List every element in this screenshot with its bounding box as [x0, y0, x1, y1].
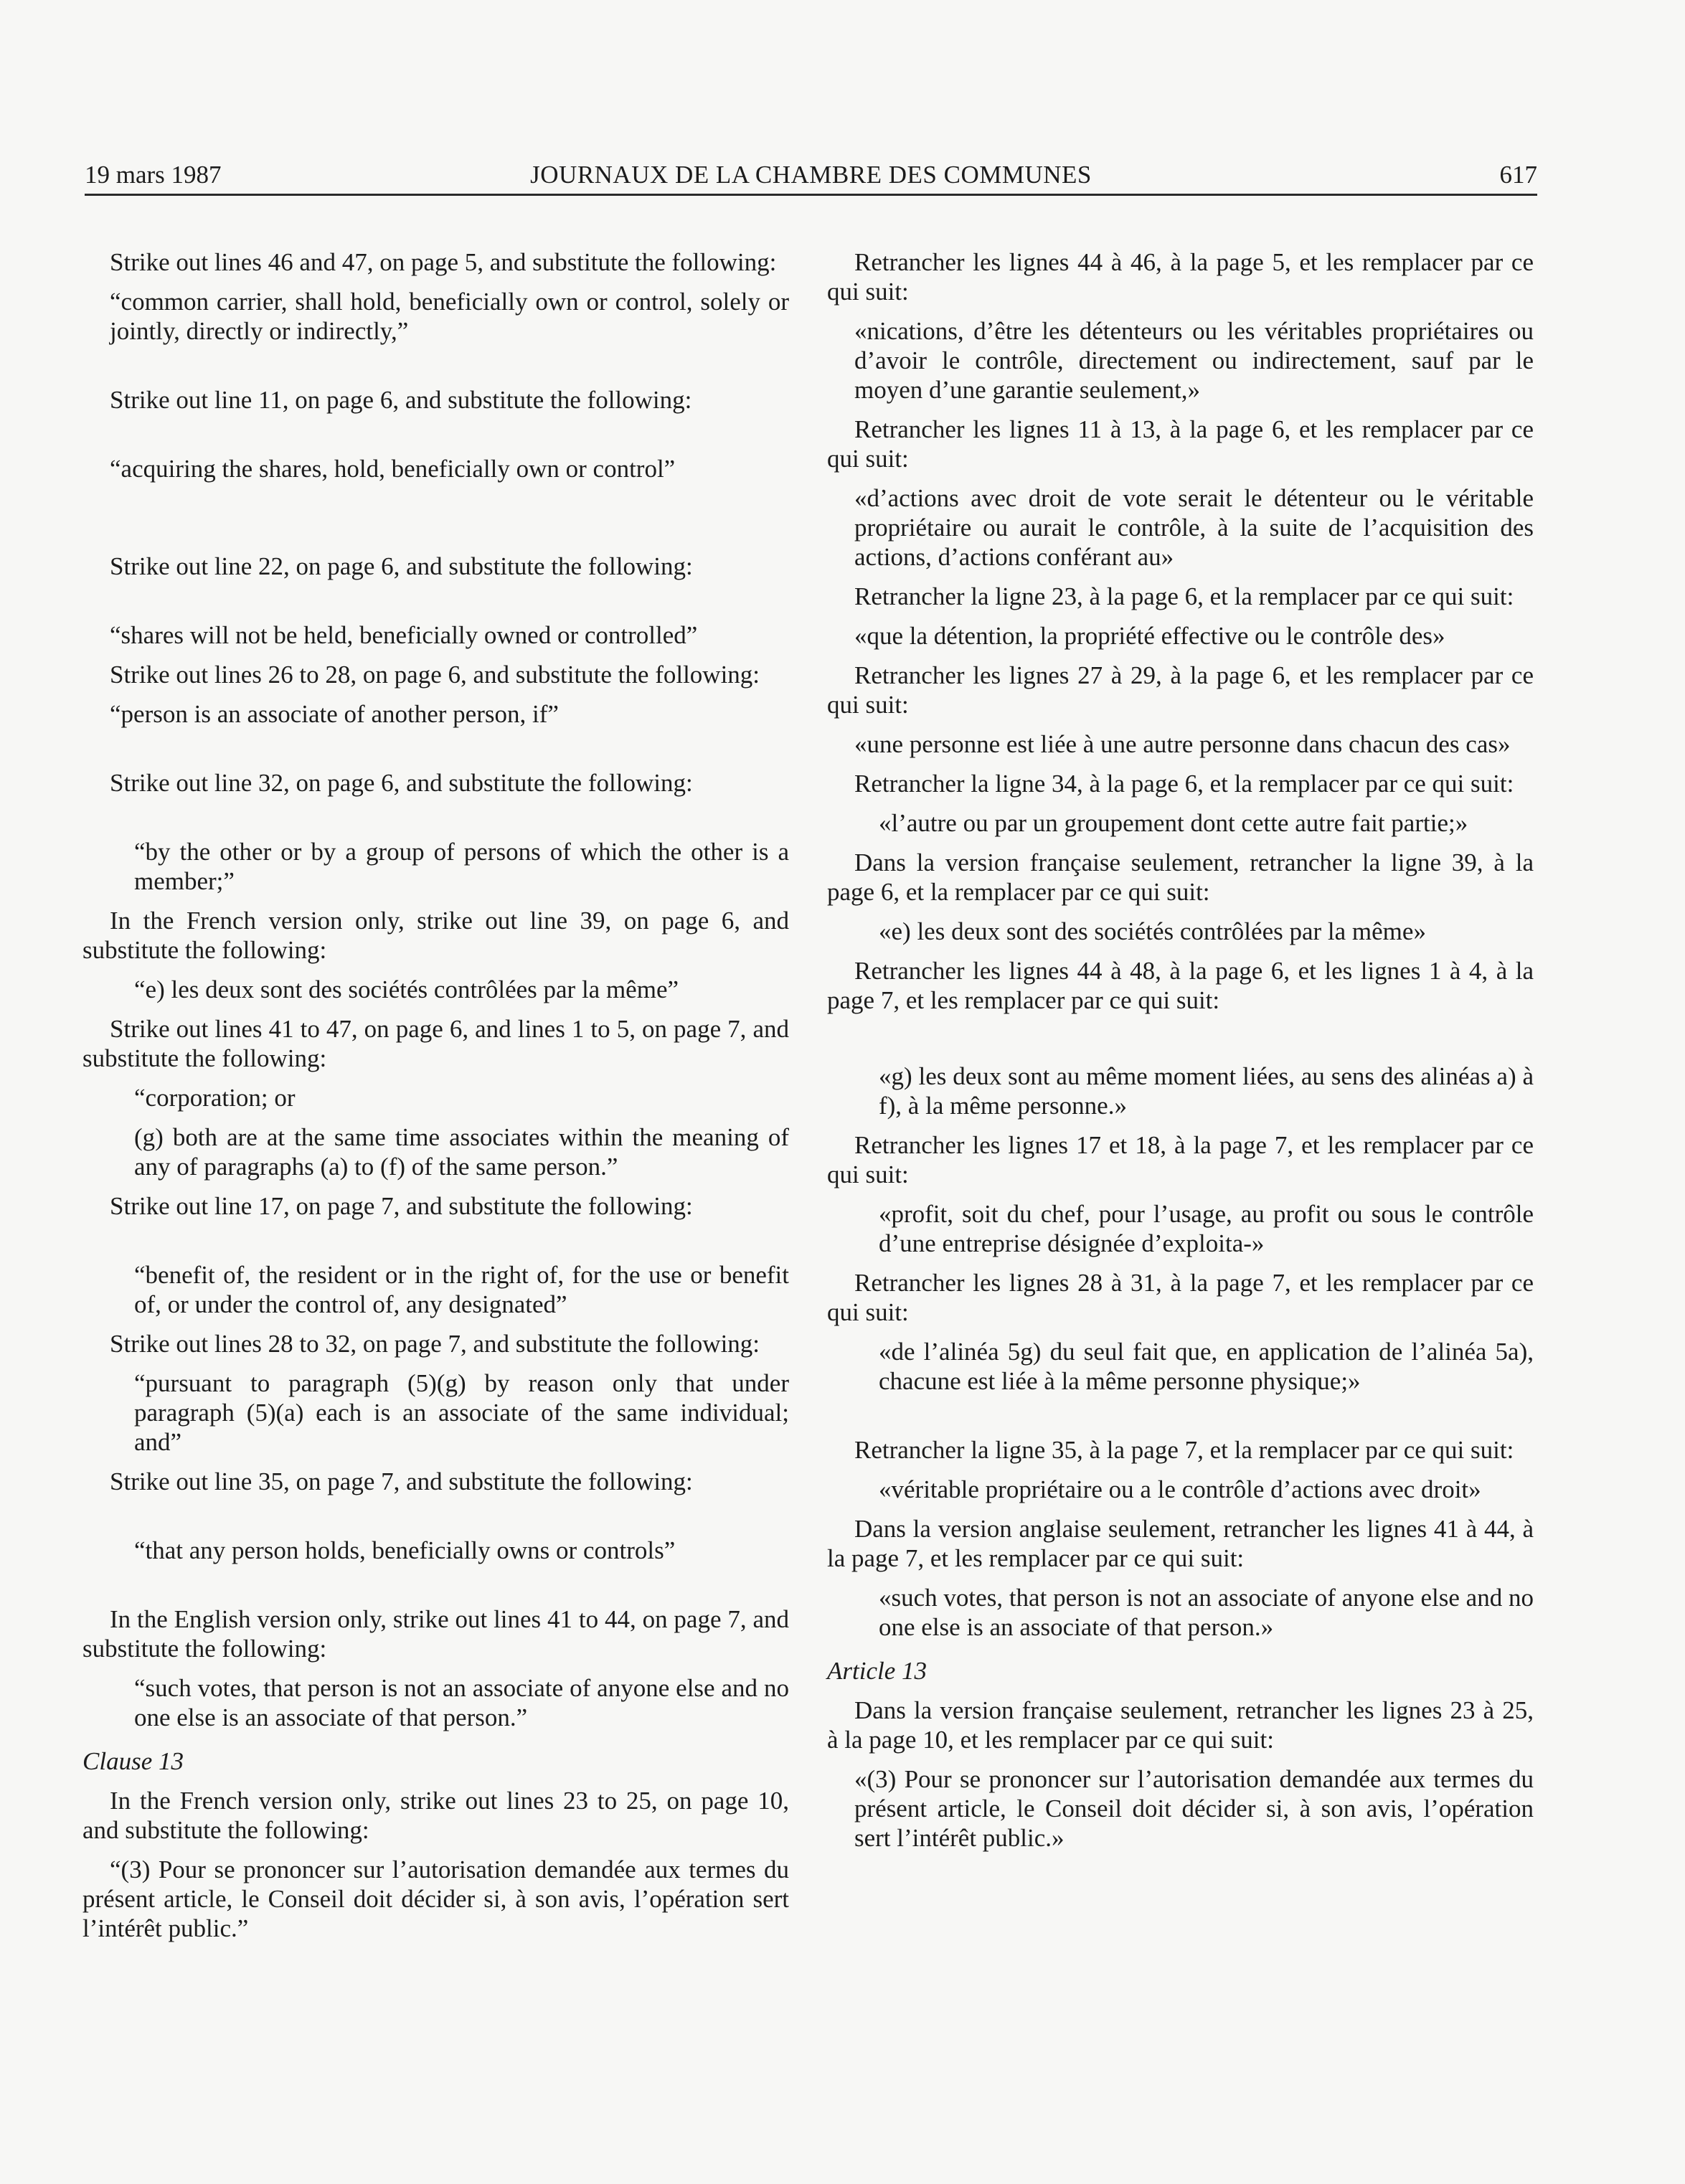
header-date: 19 mars 1987	[85, 161, 222, 189]
amendment-text: “pursuant to paragraph (5)(g) by reason only that under paragraph (5)(a) each is an associate of the same individual; and”	[134, 1369, 789, 1456]
amendment-text: “by the other or by a group of persons of which the other is a member;”	[134, 838, 789, 895]
instruction: Dans la version anglaise seulement, retrancher les lignes 41 à 44, à la page 7, et les remplacer par ce qui suit:	[827, 1515, 1534, 1572]
page-header	[85, 156, 1537, 196]
instruction: Retrancher la ligne 35, à la page 7, et la remplacer par ce qui suit:	[854, 1436, 1514, 1464]
amendment-text: “that any person holds, beneficially owns or controls”	[134, 1536, 676, 1564]
amendment-text: «profit, soit du chef, pour l’usage, au profit ou sous le contrôle d’une entreprise désignée d’exploita-»	[879, 1200, 1534, 1257]
page-number: 617	[1499, 161, 1537, 189]
instruction: Strike out line 11, on page 6, and substitute the following:	[110, 386, 692, 414]
amendment-text: “common carrier, shall hold, beneficially own or control, solely or jointly, directly or indirectly,”	[110, 288, 789, 345]
amendment-text: “e) les deux sont des sociétés contrôlées par la même”	[134, 975, 679, 1003]
amendment-text: (g) both are at the same time associates within the meaning of any of paragraphs (a) to (f) of the same person.”	[134, 1123, 789, 1181]
french-column	[827, 247, 1534, 1853]
instruction: Strike out lines 46 and 47, on page 5, and substitute the following:	[110, 248, 777, 276]
amendment-text: «d’actions avec droit de vote serait le détenteur ou le véritable propriétaire ou aurait le contrôle, à la suite de l’acquisition des actions, d’actions conférant au»	[854, 484, 1534, 571]
amendment-text: “acquiring the shares, hold, beneficially own or control”	[110, 455, 676, 483]
amendment-text: «véritable propriétaire ou a le contrôle d’actions avec droit»	[879, 1475, 1481, 1503]
instruction: Strike out lines 41 to 47, on page 6, and lines 1 to 5, on page 7, and substitute the following:	[82, 1015, 789, 1072]
instruction: Retrancher la ligne 23, à la page 6, et la remplacer par ce qui suit:	[854, 582, 1514, 610]
instruction: Retrancher les lignes 27 à 29, à la page 6, et les remplacer par ce qui suit:	[827, 661, 1534, 719]
amendment-text: «g) les deux sont au même moment liées, au sens des alinéas a) à f), à la même personne.»	[879, 1062, 1534, 1120]
amendment-text: “such votes, that person is not an associate of anyone else and no one else is an associate of that person.”	[134, 1674, 789, 1731]
amendment-text: «e) les deux sont des sociétés contrôlées par la même»	[879, 917, 1426, 945]
amendment-text: «nications, d’être les détenteurs ou les véritables propriétaires ou d’avoir le contrôle, directement ou indirectement, sauf par le moyen d’une garantie seulement,»	[854, 317, 1534, 404]
article-heading: Article 13	[827, 1657, 927, 1685]
amendment-text: «l’autre ou par un groupement dont cette autre fait partie;»	[879, 809, 1468, 837]
instruction: In the English version only, strike out lines 41 to 44, on page 7, and substitute the following:	[82, 1605, 789, 1663]
instruction: Dans la version française seulement, retrancher les lignes 23 à 25, à la page 10, et les remplacer par ce qui suit:	[827, 1696, 1534, 1754]
instruction: In the French version only, strike out line 39, on page 6, and substitute the following:	[82, 907, 789, 964]
instruction: Retrancher la ligne 34, à la page 6, et la remplacer par ce qui suit:	[854, 770, 1514, 798]
amendment-text: “(3) Pour se prononcer sur l’autorisation demandée aux termes du présent article, le Conseil doit décider si, à son avis, l’opération sert l’intérêt public.”	[82, 1856, 789, 1942]
amendment-text: «une personne est liée à une autre personne dans chacun des cas»	[854, 730, 1511, 758]
header-title: JOURNAUX DE LA CHAMBRE DES COMMUNES	[530, 161, 1092, 189]
instruction: Strike out lines 28 to 32, on page 7, and substitute the following:	[110, 1330, 760, 1358]
amendment-text: «que la détention, la propriété effective ou le contrôle des»	[854, 622, 1445, 650]
instruction: Retrancher les lignes 44 à 46, à la page 5, et les remplacer par ce qui suit:	[827, 248, 1534, 306]
amendment-text: “person is an associate of another person, if”	[110, 700, 559, 728]
instruction: Retrancher les lignes 17 et 18, à la page 7, et les remplacer par ce qui suit:	[827, 1131, 1534, 1188]
instruction: Dans la version française seulement, retrancher la ligne 39, à la page 6, et la remplacer par ce qui suit:	[827, 848, 1534, 906]
amendment-text: “corporation; or	[134, 1084, 296, 1112]
amendment-text: «such votes, that person is not an associate of anyone else and no one else is an associate of that person.»	[879, 1584, 1534, 1641]
instruction: In the French version only, strike out lines 23 to 25, on page 10, and substitute the following:	[82, 1787, 789, 1844]
instruction: Strike out line 32, on page 6, and substitute the following:	[110, 769, 693, 797]
amendment-text: «(3) Pour se prononcer sur l’autorisation demandée aux termes du présent article, le Conseil doit décider si, à son avis, l’opération sert l’intérêt public.»	[854, 1765, 1534, 1852]
instruction: Retrancher les lignes 28 à 31, à la page 7, et les remplacer par ce qui suit:	[827, 1269, 1534, 1326]
clause-heading: Clause 13	[82, 1747, 184, 1775]
amendment-text: “shares will not be held, beneficially owned or controlled”	[110, 621, 698, 649]
instruction: Strike out line 35, on page 7, and substitute the following:	[110, 1467, 693, 1495]
instruction: Retrancher les lignes 11 à 13, à la page 6, et les remplacer par ce qui suit:	[827, 415, 1534, 473]
instruction: Strike out line 22, on page 6, and substitute the following:	[110, 552, 693, 580]
amendment-text: «de l’alinéa 5g) du seul fait que, en application de l’alinéa 5a), chacune est liée à la même personne physique;»	[879, 1338, 1534, 1395]
amendment-text: “benefit of, the resident or in the right of, for the use or benefit of, or under the control of, any designated”	[134, 1261, 789, 1318]
instruction: Strike out lines 26 to 28, on page 6, and substitute the following:	[110, 661, 760, 689]
instruction: Strike out line 17, on page 7, and substitute the following:	[110, 1192, 693, 1220]
instruction: Retrancher les lignes 44 à 48, à la page 6, et les lignes 1 à 4, à la page 7, et les remplacer par ce qui suit:	[827, 957, 1534, 1014]
english-column	[82, 247, 789, 1943]
